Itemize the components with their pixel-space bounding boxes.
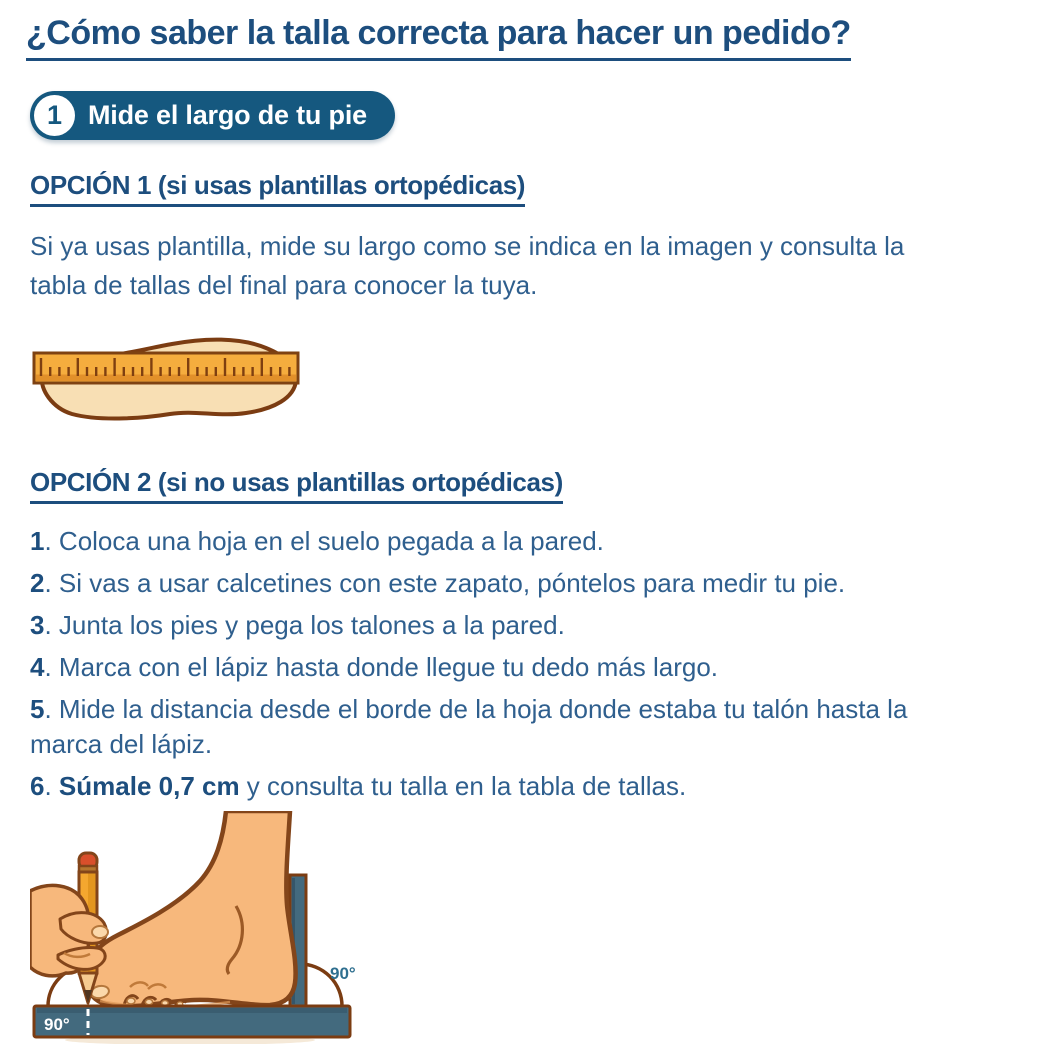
foot-measuring-illustration [30,811,1022,1044]
list-item-3 [30,608,930,644]
step-number: 2 [30,567,45,598]
step-number: 1 [30,526,45,556]
step-text: Coloca una hoja en el suelo pegada a la pared. [58,526,604,556]
step-text: Mide la distancia desde el borde de la hoja donde estaba tu talón hasta la marca del lápiz. [30,693,908,760]
step-badge-label: Mide el largo de tu pie [88,100,367,130]
option1-heading: OPCIÓN 1 (si usas plantillas ortopédicas) [30,170,525,207]
step-text: Marca con el lápiz hasta donde llegue tu dedo más largo. [58,651,718,682]
step-number: 6 [30,771,45,802]
foot-shape [87,811,296,1007]
step-separator: . [44,567,59,598]
step-number: 4 [30,651,45,682]
insole-ruler-svg [32,327,307,437]
list-item-6 [30,769,930,805]
step-text: Junta los pies y pega los talones a la pared. [58,609,565,640]
list-item-4 [30,650,930,686]
floor-board [34,1006,350,1037]
step-number: 5 [30,693,45,724]
measuring-ruler-icon [34,353,298,383]
step-separator: . [44,526,59,556]
option2-step-list [30,524,930,805]
step-separator: . [44,693,59,724]
step-separator: . [44,651,59,682]
list-item-1 [30,524,930,560]
step-1-badge [30,91,395,140]
step-text: y consulta tu talla en la tabla de tallas. [239,771,687,802]
fingernail [92,926,108,938]
step-separator: . [44,771,59,802]
page-title: ¿Cómo saber la talla correcta para hacer un pedido? [26,14,851,61]
angle-label-right: 90° [330,964,356,984]
option1-paragraph: Si ya usas plantilla, mide su largo como se indica en la imagen y consulta la tabla de tallas del final para conocer la tuya. [30,231,905,300]
step-bold-text: Súmale 0,7 cm [58,771,240,802]
option2-heading: OPCIÓN 2 (si no usas plantillas ortopédicas) [30,467,563,504]
angle-label-left: 90° [44,1015,70,1035]
insole-ruler-illustration [32,327,1022,437]
step-number-circle: 1 [34,95,75,136]
step-number: 3 [30,609,45,640]
list-item-2 [30,566,930,602]
step-text: Si vas a usar calcetines con este zapato, póntelos para medir tu pie. [58,567,846,598]
foot-measuring-svg [30,811,410,1044]
step-separator: . [44,609,59,640]
list-item-5 [30,692,930,764]
